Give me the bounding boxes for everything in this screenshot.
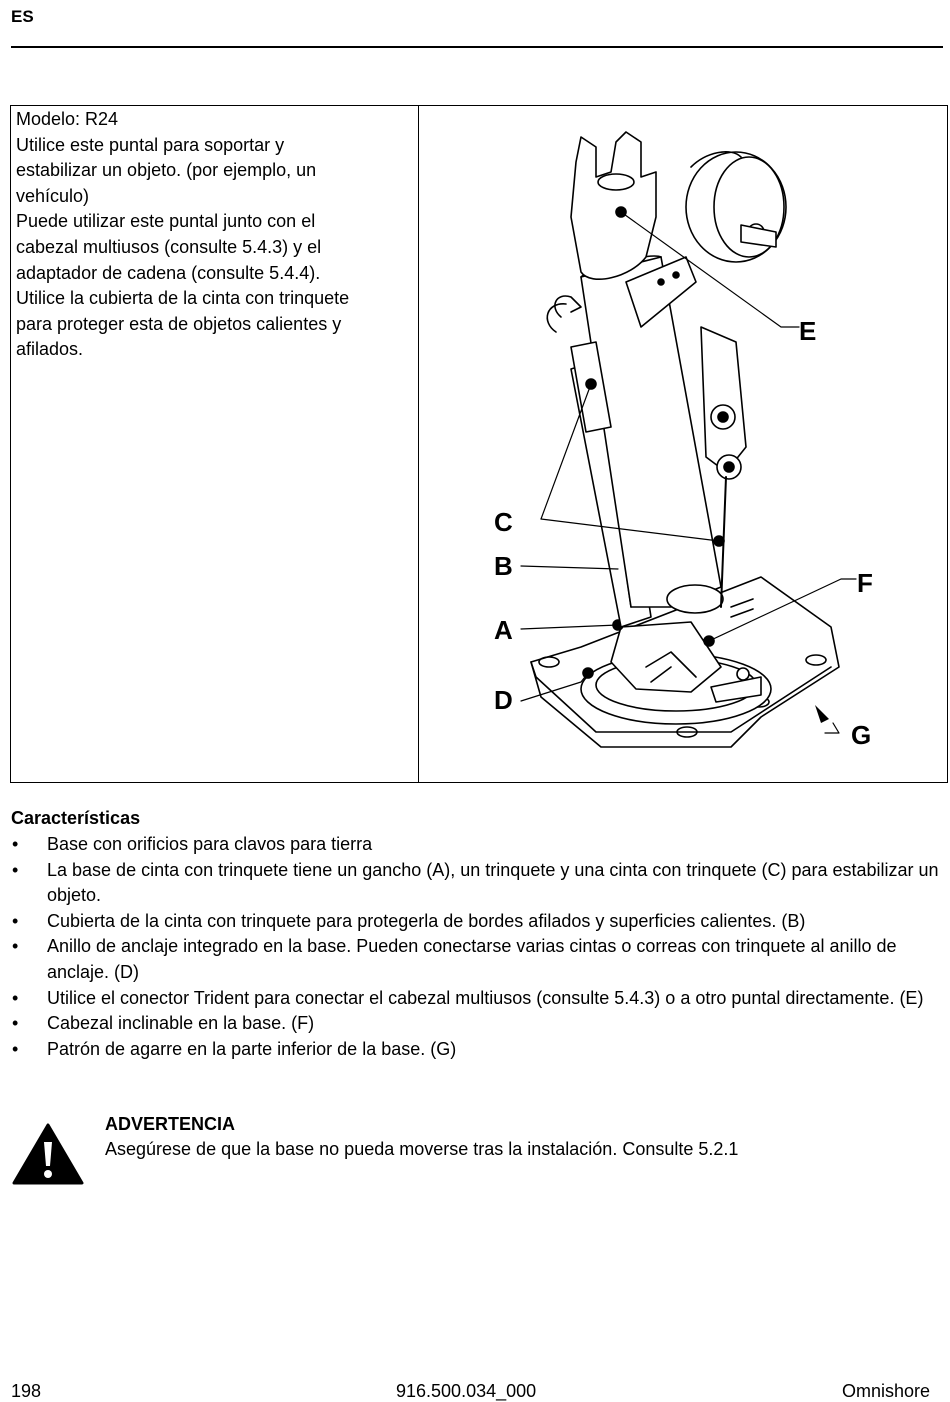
spec-model: Modelo: R24 — [16, 109, 119, 129]
list-item — [11, 986, 946, 1012]
spec-table — [10, 105, 948, 783]
callout-f: F — [857, 568, 873, 598]
spec-line: Utilice este puntal para soportar y — [16, 134, 285, 155]
list-item — [11, 858, 946, 909]
list-item-text: Patrón de agarre en la parte inferior de la base. (G) — [47, 1038, 457, 1059]
spec-line: estabilizar un objeto. (por ejemplo, un — [16, 160, 317, 181]
list-item — [11, 832, 946, 858]
list-item-text: Base con orificios para clavos para tierra — [47, 834, 373, 854]
spec-line: cabezal multiusos (consulte 5.4.3) y el — [16, 236, 322, 257]
language-code: ES — [11, 7, 34, 26]
list-item-text: Cubierta de la cinta con trinquete para protegerla de bordes afilados y superficies calientes. (B) — [47, 910, 806, 931]
spec-description — [16, 107, 414, 363]
strut-illustration — [431, 107, 947, 781]
spec-line: vehículo) — [16, 185, 90, 206]
list-item — [11, 934, 946, 985]
warning-icon — [12, 1122, 84, 1186]
callout-c: C — [494, 507, 513, 537]
list-item — [11, 1011, 946, 1037]
spec-line: afilados. — [16, 339, 84, 360]
callout-b: B — [494, 551, 513, 581]
callout-d: D — [494, 685, 513, 715]
spec-line: para proteger esta de objetos calientes y — [16, 313, 342, 334]
brand-name: Omnishore — [842, 1381, 931, 1401]
warning-text: Asegúrese de que la base no pueda moverse tras la instalación. Consulte 5.2.1 — [105, 1139, 739, 1159]
bullet: • — [12, 910, 19, 931]
list-item-text: Cabezal inclinable en la base. (F) — [47, 1013, 315, 1034]
warning-title: ADVERTENCIA — [105, 1114, 236, 1134]
spec-line: Utilice la cubierta de la cinta con trinquete — [16, 288, 350, 309]
list-item-text: La base de cinta con trinquete tiene un gancho (A), un trinquete y una cinta con trinquete (C) para estabilizar un objeto. — [47, 859, 939, 906]
bullet: • — [12, 859, 19, 880]
anchor-ring-dot — [583, 668, 593, 678]
list-item-text: Anillo de anclaje integrado en la base. Pueden conectarse varias cintas o correas con trinquete al anillo de anclaje. (D) — [47, 936, 897, 982]
list-item — [11, 909, 946, 935]
callout-g: G — [851, 720, 872, 750]
features-list — [11, 832, 946, 1062]
features-heading: Características — [11, 808, 141, 828]
bullet: • — [12, 936, 19, 957]
table-divider — [418, 106, 419, 782]
header-rule — [11, 46, 943, 48]
spec-line: adaptador de cadena (consulte 5.4.4). — [16, 262, 321, 283]
list-item-text: Utilice el conector Trident para conectar el cabezal multiusos (consulte 5.4.3) o a otro puntal directamente. (E) — [47, 987, 924, 1008]
bullet: • — [12, 1013, 19, 1034]
callout-a: A — [494, 615, 513, 645]
document-number: 916.500.034_000 — [396, 1381, 537, 1401]
arrow-icon — [815, 705, 829, 723]
trident-connector — [571, 132, 656, 279]
bullet: • — [12, 987, 19, 1008]
bullet: • — [12, 834, 19, 854]
tilt-head-dot — [704, 636, 714, 646]
callout-e: E — [799, 316, 817, 346]
bullet: • — [12, 1038, 19, 1059]
spec-line: Puede utilizar este puntal junto con el — [16, 211, 316, 232]
reel-drum — [686, 152, 786, 262]
page-number: 198 — [11, 1381, 42, 1401]
list-item — [11, 1037, 946, 1063]
